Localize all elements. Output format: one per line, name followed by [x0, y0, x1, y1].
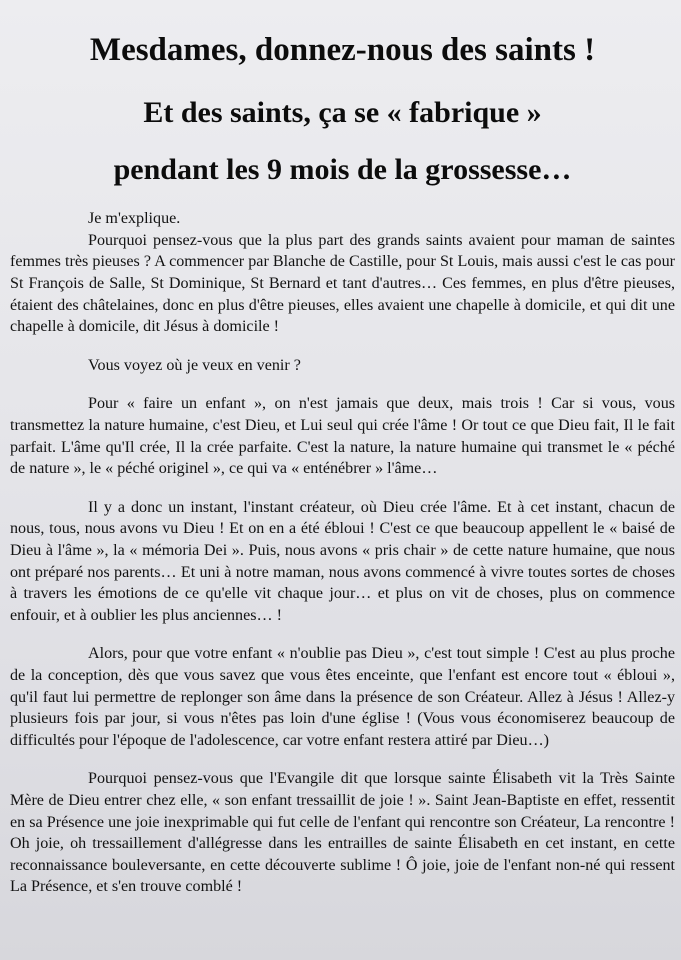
paragraph-question: Vous voyez où je veux en venir ? — [88, 356, 301, 374]
subtitle-line-1: Et des saints, ça se « fabrique » — [143, 96, 542, 130]
main-title: Mesdames, donnez-nous des saints ! — [89, 32, 596, 68]
paragraph-creative-instant: Il y a donc un instant, l'instant créateur, où Dieu crée l'âme. Et à cet instant, chacun de nous, tous, nous avons vu Dieu ! Et on en a été ébloui ! C'est ce que beaucoup appellent le « baisé de Dieu à l'âme », la « mémoria Dei ». Puis, nous avons « pris chair » de cette nature humaine, que nous ont préparé nos parents… Et uni à notre maman, nous avons commencé à vivre toutes sortes de choses à travers les émotions de ce qu'elle vit chaque jour… et plus on vit de choses, plus on commence enfouir, et à oublier les plus anciennes… ! — [10, 498, 675, 624]
paragraph-saints-mothers: Pourquoi pensez-vous que la plus part des grands saints avaient pour maman de saintes femmes très pieuses ? A commencer par Blanche de Castille, pour St Louis, mais aussi c'est le cas pour St François de Salle, St Dominique, St Bernard et tant d'autres… Ces femmes, en plus d'être pieuses, étaient des châtelaines, donc en plus d'être pieuses, elles avaient une chapelle à domicile, et qui dit une chapelle à domicile, dit Jésus à domicile ! — [10, 231, 675, 336]
paragraph-intro: Je m'explique. — [88, 210, 181, 228]
paragraph-three: Pour « faire un enfant », on n'est jamais que deux, mais trois ! Car si vous, vous transmettez la nature humaine, c'est Dieu, et Lui seul qui crée l'âme ! Or tout ce que Dieu fait, Il le fait parfait. L'âme qu'Il crée, Il la crée parfaite. C'est la nature, la nature humaine qui transmet le « péché de nature », le « péché originel », ce qui va « enténébrer » l'âme… — [10, 395, 675, 478]
paragraph-visitation: Pourquoi pensez-vous que l'Evangile dit que lorsque sainte Élisabeth vit la Très Sainte Mère de Dieu entrer chez elle, « son enfant tressaillit de joie ! ». Saint Jean-Baptiste en effet, ressentit en sa Présence une joie inexprimable qui fut celle de l'enfant qui rencontre son Créateur, La rencontre ! Oh joie, oh tressaillement d'allégresse dans les entrailles de sainte Élisabeth en cet instant, en cette reconnaissance bouleversante, en cette découverte sublime ! Ô joie, joie de l'enfant non-né qui ressent La Présence, et s'en trouve comblé ! — [10, 770, 675, 896]
subtitle-line-2: pendant les 9 mois de la grossesse… — [113, 153, 572, 187]
paragraph-go-to-jesus: Alors, pour que votre enfant « n'oublie pas Dieu », c'est tout simple ! C'est au plus proche de la conception, dès que vous savez que vous êtes enceinte, que l'enfant est encore tout « ébloui », qu'il faut lui permettre de replonger son âme dans la présence de son Créateur. Allez à Jésus ! Allez-y plusieurs fois par jour, si vous n'êtes pas loin d'une église ! (Vous vous économiserez beaucoup de difficultés pour l'époque de l'adolescence, car votre enfant restera attiré par Dieu…) — [10, 645, 675, 749]
letter-body — [10, 208, 675, 898]
